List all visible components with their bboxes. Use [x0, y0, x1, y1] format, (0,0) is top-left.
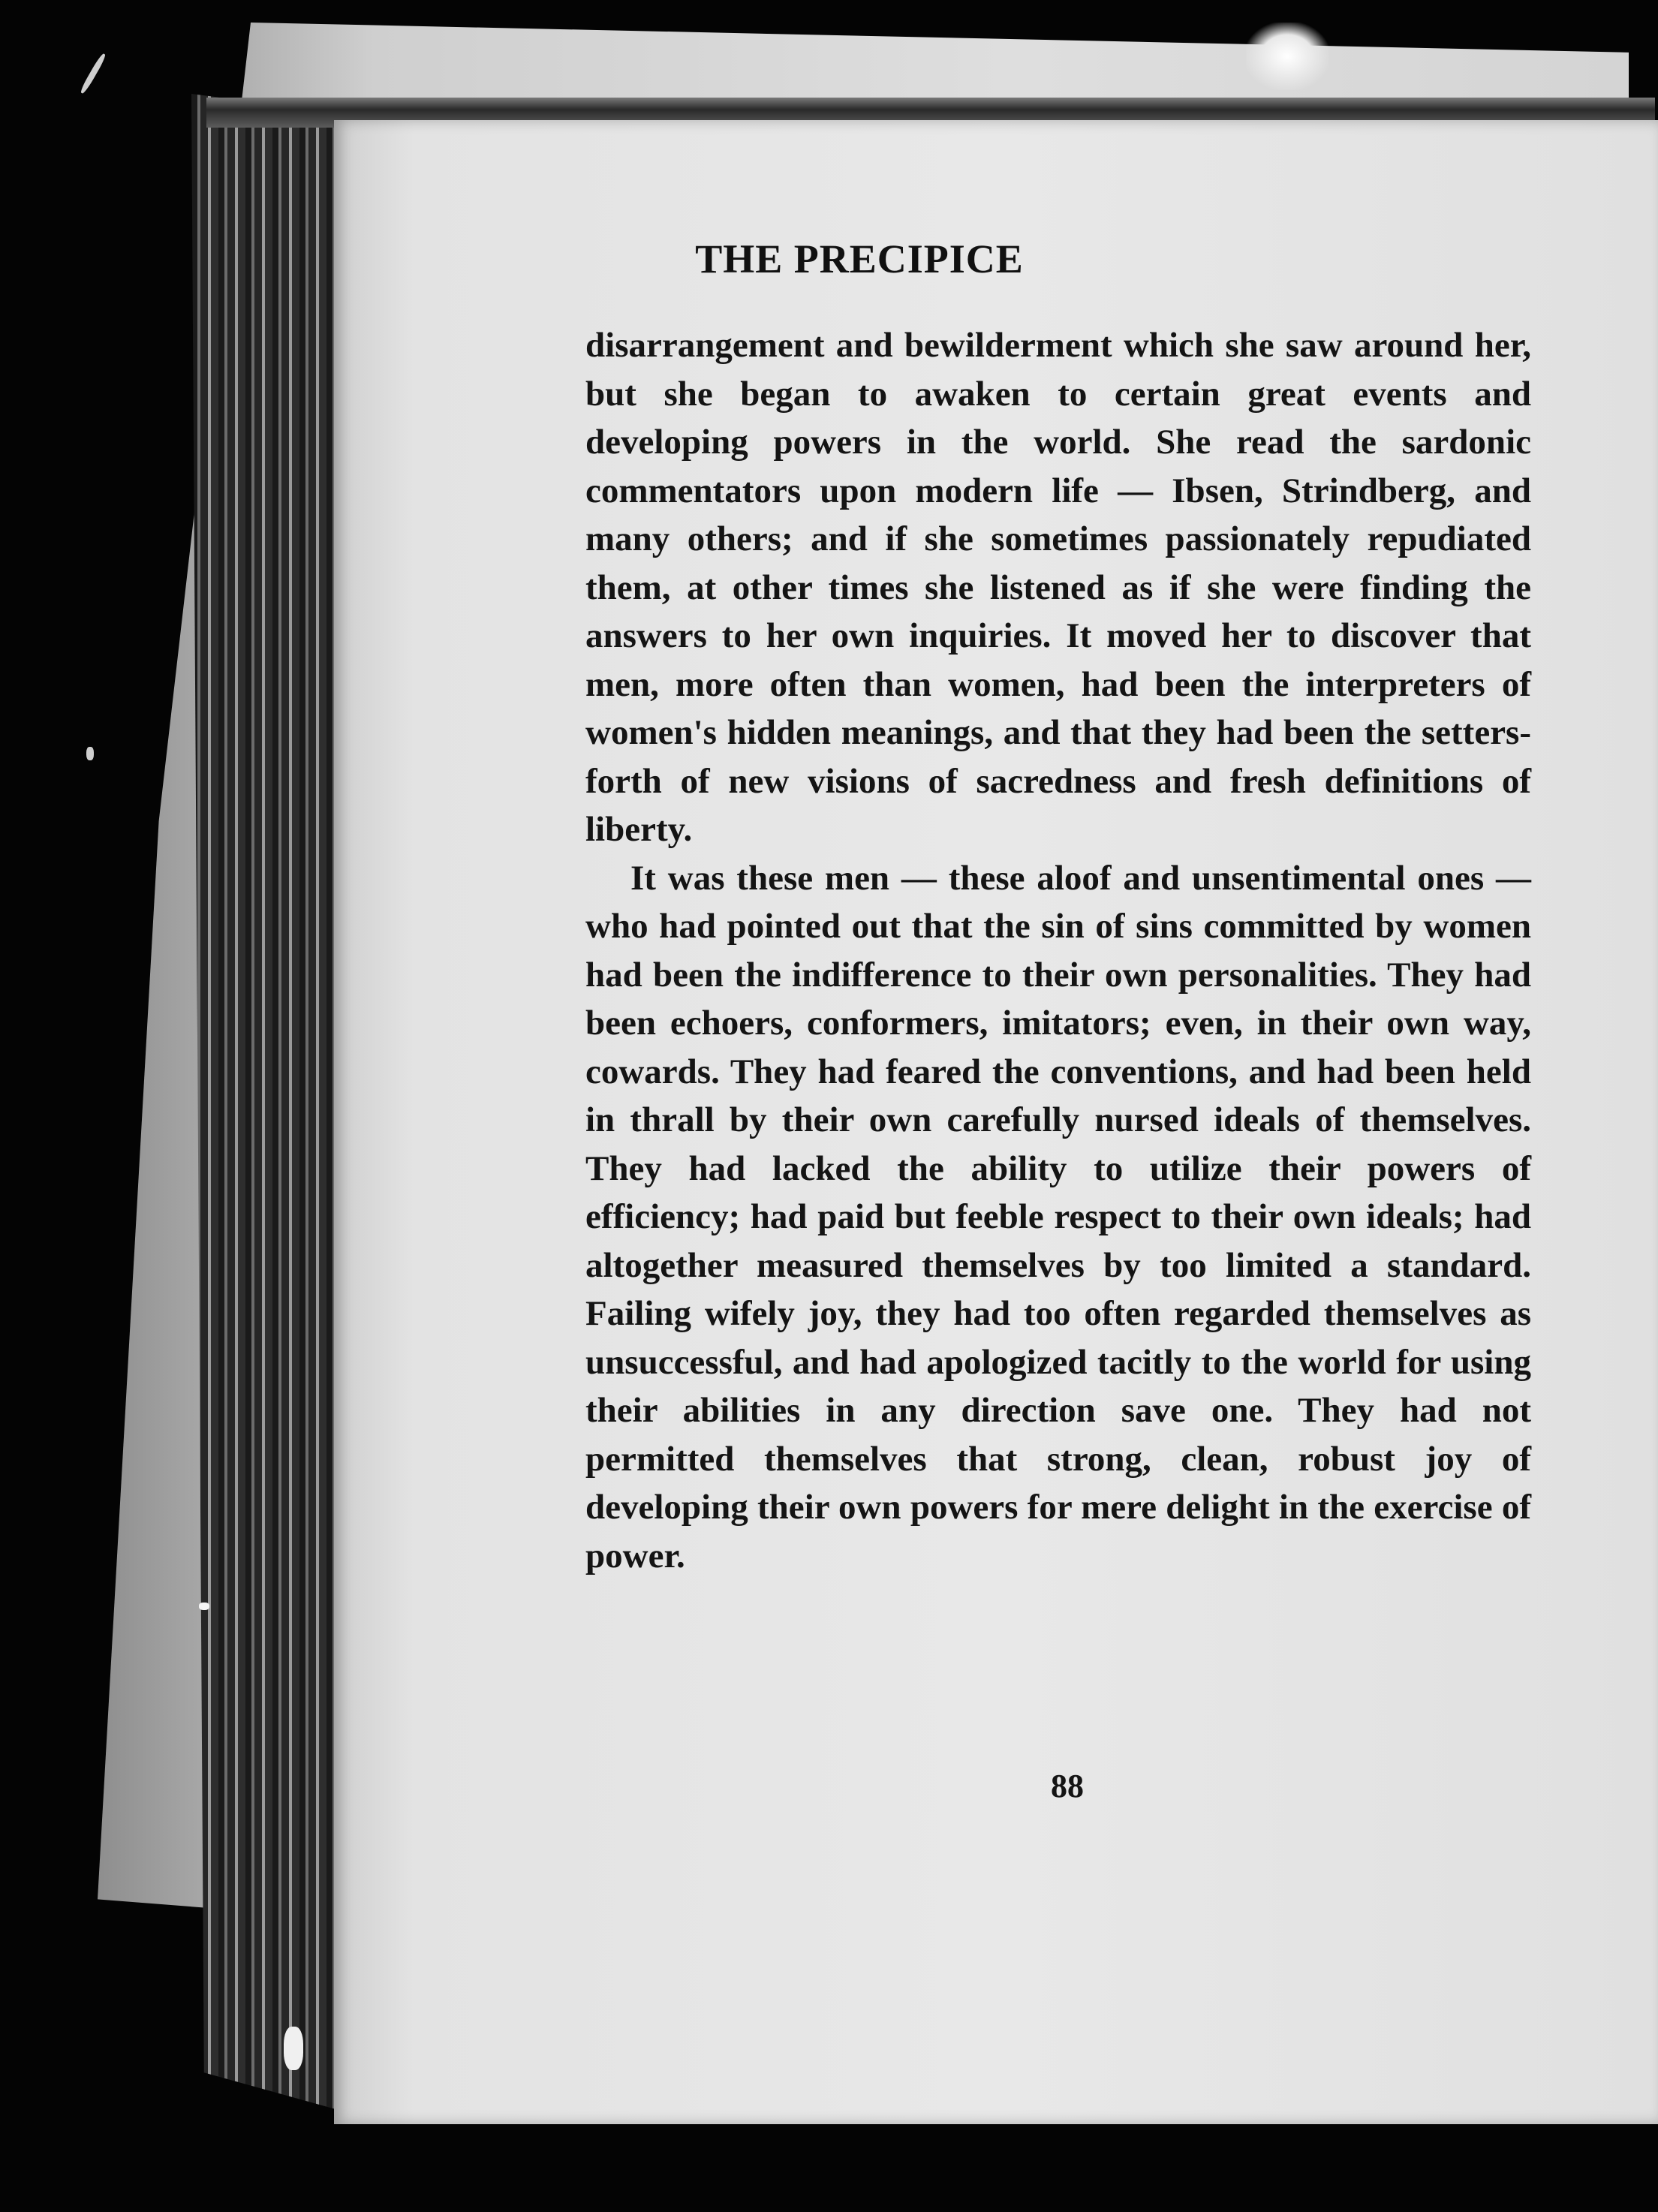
body-text	[585, 321, 1531, 1580]
dust-speck	[199, 1603, 209, 1610]
running-head	[0, 236, 1658, 281]
light-glare	[1246, 23, 1329, 90]
running-head-text: THE PRECIPICE	[695, 236, 1024, 281]
dust-speck	[284, 2027, 303, 2070]
page-number: 88	[1051, 1768, 1084, 1804]
page-edges	[191, 94, 349, 2113]
paragraph-2: It was these men — these aloof and unsentimental ones — who had pointed out that the sin of sins committed by women had been the indifference to their own personalities. They had been echoers, conformers, imitators; even, in their own way, cowards. They had feared the conventions, and had been held in thrall by their own carefully nursed ideals of themselves. They had lacked the ability to utilize their powers of efficiency; had paid but feeble respect to their own ideals; had altogether measured themselves by too limited a standard. Failing wifely joy, they had too often regarded themselves as unsuccessful, and had apologized tacitly to the world for using their abilities in any direction save one. They had not permitted themselves that strong, clean, robust joy of developing their own powers for mere delight in the exercise of power.	[585, 858, 1531, 1575]
paragraph-1: disarrangement and bewilderment which she saw around her, but she began to awaken to certain great events and developing powers in the world. She read the sardonic commentators upon modern life — Ibsen, Strindberg, and many others; and if she sometimes passionately repudiated them, at other times she listened as if she were finding the answers to her own inquiries. It moved her to discover that men, more often than women, had been the interpreters of women's hidden meanings, and that they had been the setters-forth of new visions of sacredness and fresh definitions of liberty.	[585, 326, 1531, 849]
dust-speck	[86, 747, 94, 760]
dust-speck	[80, 53, 107, 95]
